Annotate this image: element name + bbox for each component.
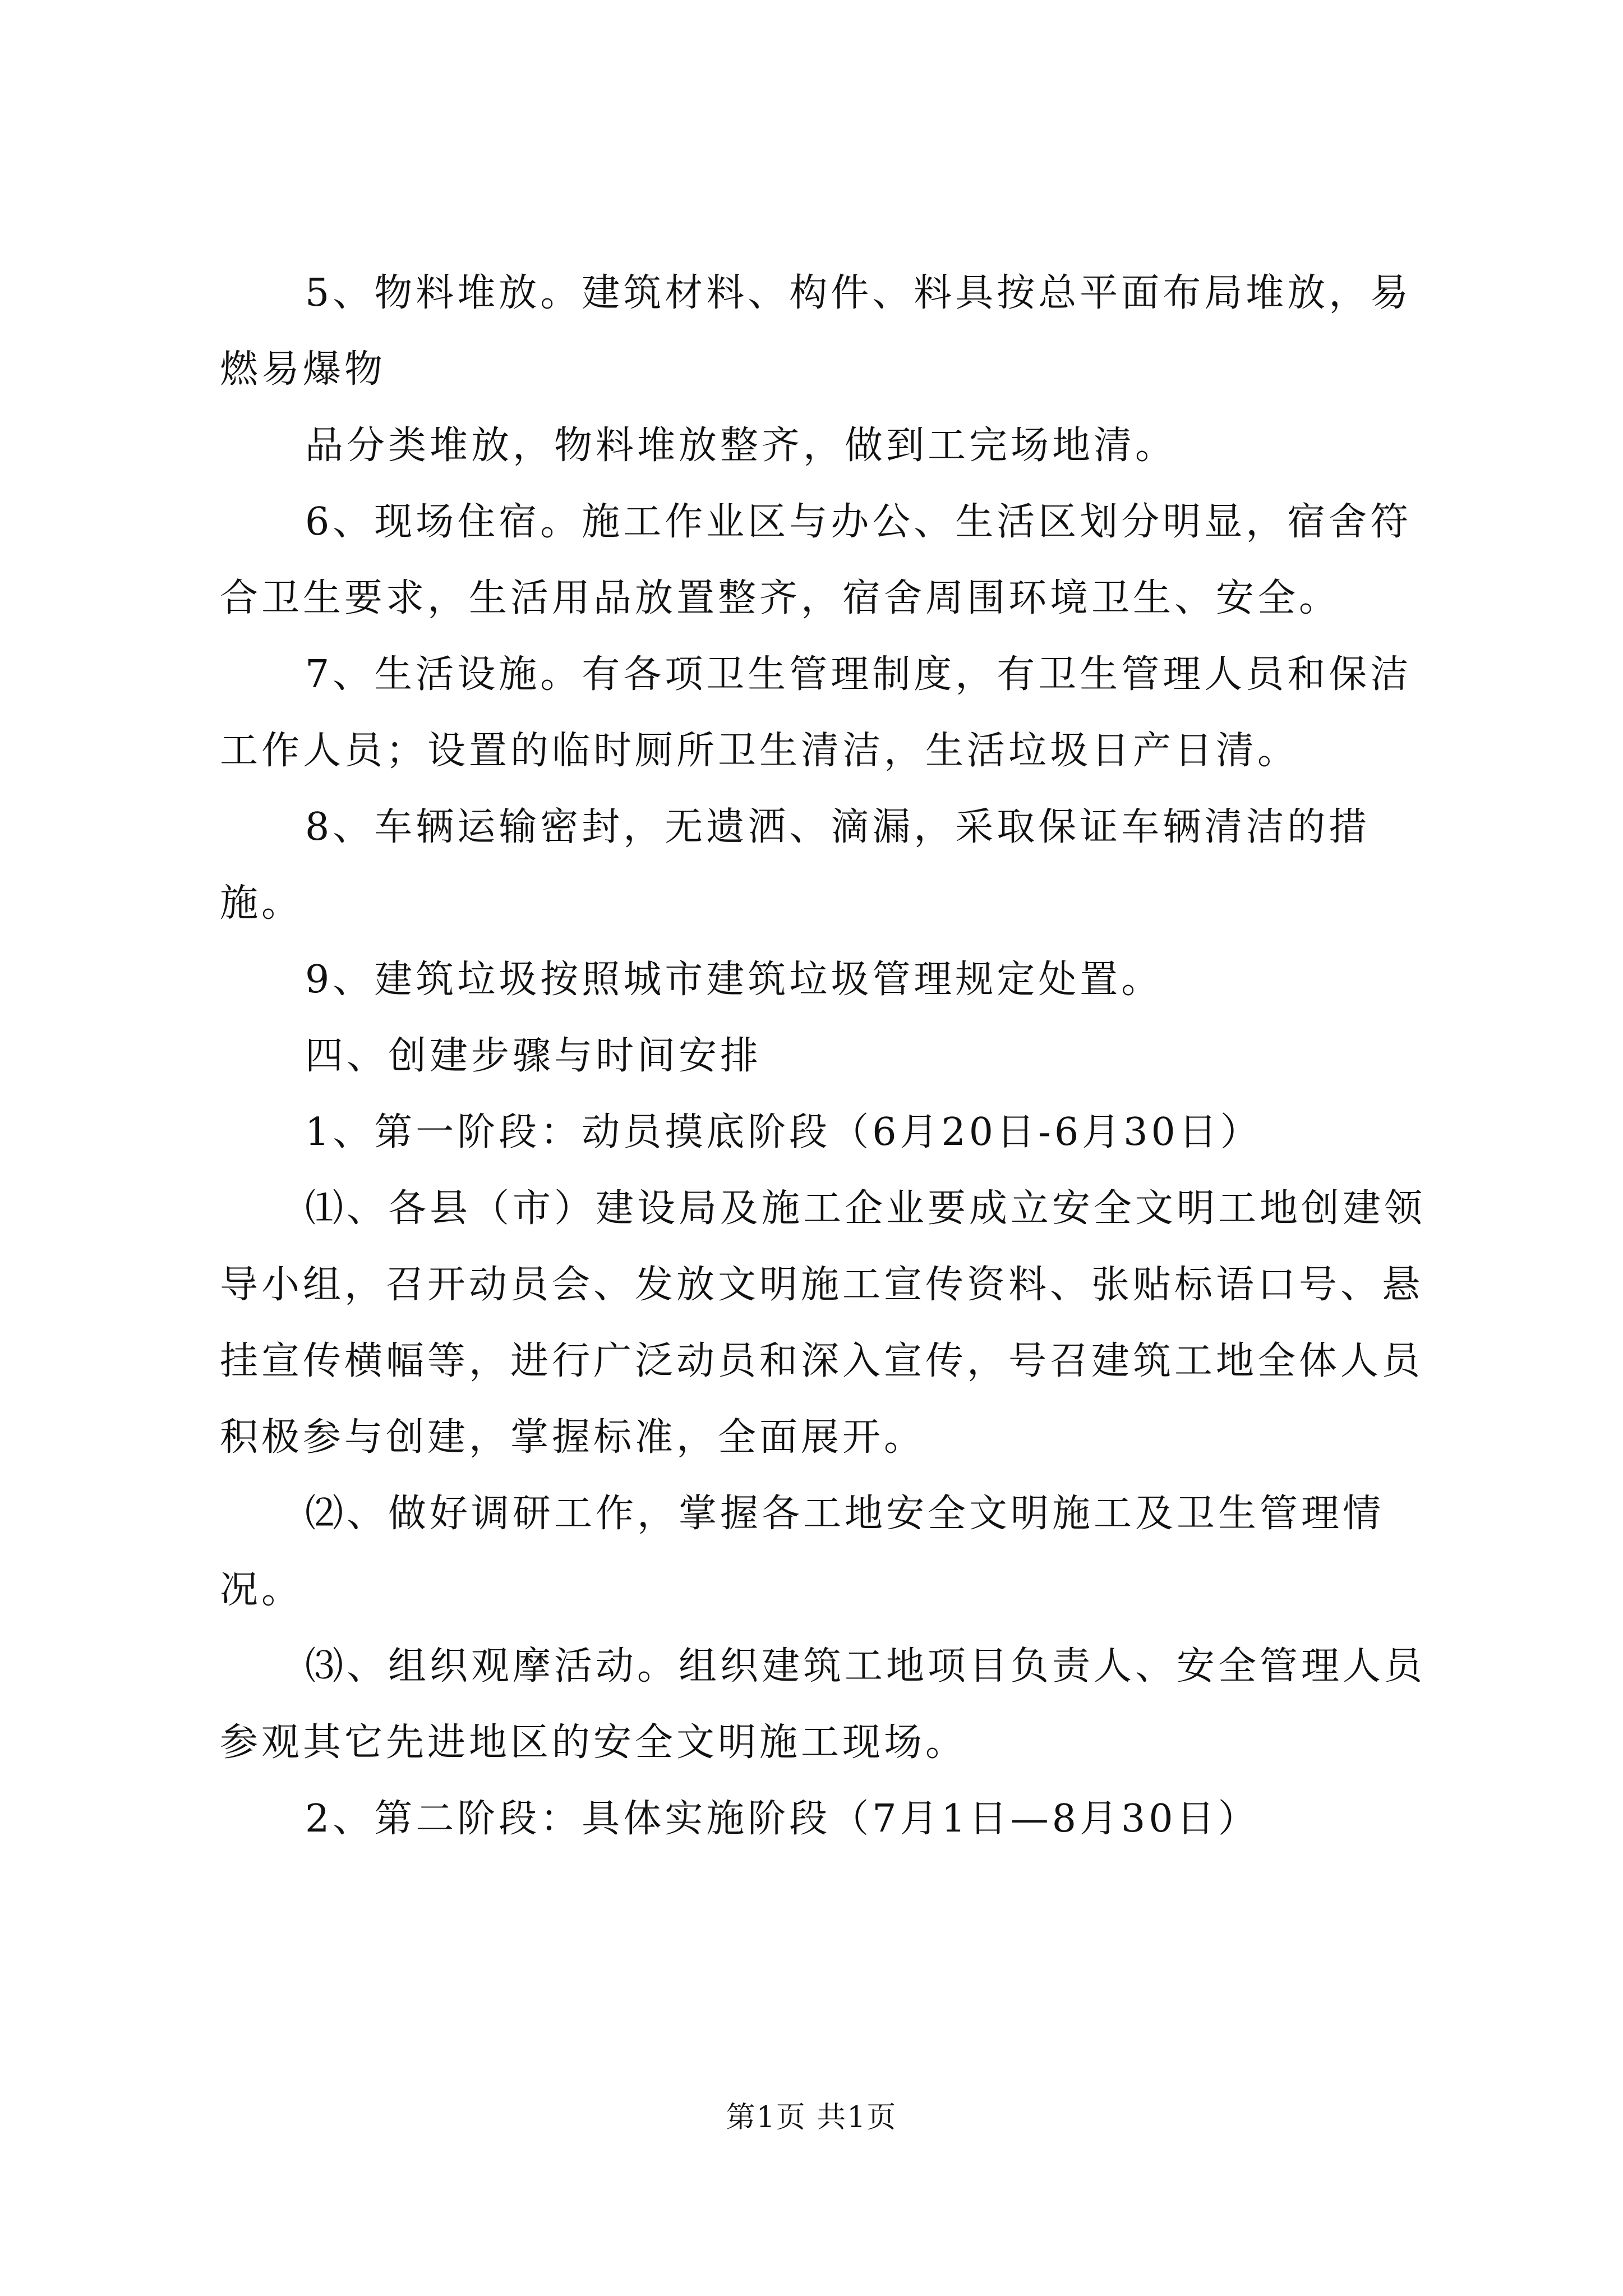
section-heading-4: 四、创建步骤与时间安排 bbox=[305, 1034, 762, 1078]
paragraph-item-6: 6、现场住宿。施工作业区与办公、生活区划分明显，宿舍符合卫生要求，生活用品放置整齐，宿舍周围环境卫生、安全。 bbox=[220, 500, 1412, 620]
paragraph-item-5-continued: 品分类堆放，物料堆放整齐，做到工完场地清。 bbox=[305, 424, 1177, 468]
stage-2-heading: 2、第二阶段：具体实施阶段（7月1日—8月30日） bbox=[305, 1797, 1260, 1841]
paragraph-item-9: 9、建筑垃圾按照城市建筑垃圾管理规定处置。 bbox=[305, 958, 1163, 1002]
stage-1-step-3: ⑶、组织观摩活动。组织建筑工地项目负责人、安全管理人员参观其它先进地区的安全文明施工现场。 bbox=[220, 1644, 1426, 1765]
stage-1-step-1: ⑴、各县（市）建设局及施工企业要成立安全文明工地创建领导小组，召开动员会、发放文明施工宣传资料、张贴标语口号、悬挂宣传横幅等，进行广泛动员和深入宣传，号召建筑工地全体人员积极参与创建，掌握标准，全面展开。 bbox=[220, 1186, 1426, 1460]
page-footer: 第1页 共1页 bbox=[726, 2101, 897, 2134]
paragraph-item-8: 8、车辆运输密封，无遗洒、滴漏，采取保证车辆清洁的措施。 bbox=[220, 805, 1371, 926]
stage-1-step-2: ⑵、做好调研工作，掌握各工地安全文明施工及卫生管理情况。 bbox=[220, 1492, 1385, 1612]
document-body bbox=[220, 255, 1431, 1857]
paragraph-item-5: 5、物料堆放。建筑材料、构件、料具按总平面布局堆放，易燃易爆物 bbox=[220, 271, 1412, 392]
paragraph-item-7: 7、生活设施。有各项卫生管理制度，有卫生管理人员和保洁工作人员；设置的临时厕所卫生清洁，生活垃圾日产日清。 bbox=[220, 652, 1412, 773]
stage-1-heading: 1、第一阶段：动员摸底阶段（6月20日-6月30日） bbox=[305, 1110, 1262, 1154]
